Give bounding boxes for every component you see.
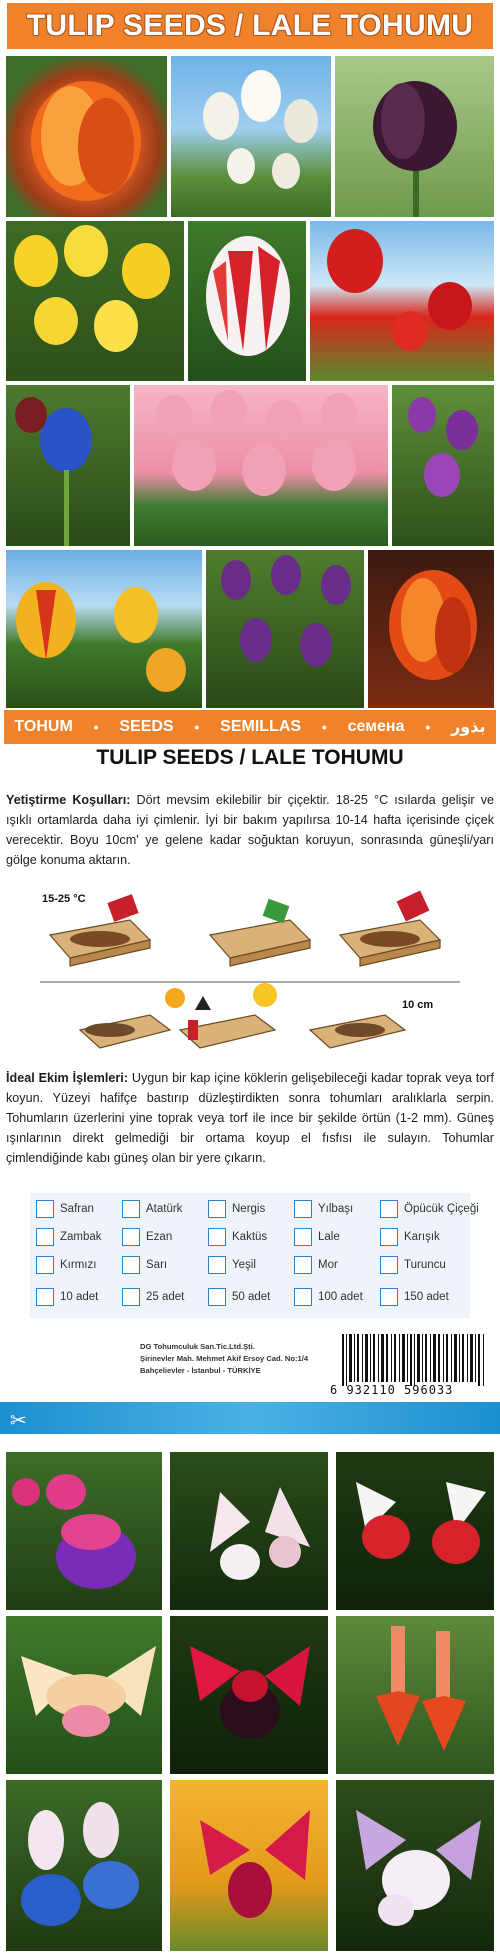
tulip-photo-blue (4, 383, 132, 548)
check-nergis[interactable]: Nergis (208, 1198, 296, 1220)
tulip-purple-graphic (335, 56, 496, 219)
barcode-number: 6 932110 596033 (330, 1383, 454, 1397)
checkbox-icon[interactable] (294, 1228, 312, 1246)
fuchsia-7-graphic (6, 1780, 164, 1953)
tulip-pink-graphic (134, 385, 390, 548)
check-100-adet[interactable]: 100 adet (294, 1286, 382, 1308)
header-title: TULIP SEEDS / LALE TOHUMU (26, 9, 474, 42)
checkbox-icon[interactable] (294, 1256, 312, 1274)
check-turuncu[interactable]: Turuncu (380, 1254, 468, 1276)
tulip-photo-pink (132, 383, 390, 548)
strip-item-semillas: SEMILLAS (220, 718, 302, 735)
checkbox-icon[interactable] (122, 1200, 140, 1218)
fuchsia-photo-3 (334, 1450, 496, 1612)
strip-item-semena: семена (347, 718, 405, 735)
checkbox-icon[interactable] (36, 1228, 54, 1246)
tulip-blue-graphic (6, 385, 132, 548)
checkbox-icon[interactable] (208, 1256, 226, 1274)
company-address-2: Bahçelievler - İstanbul - TÜRKİYE (140, 1366, 261, 1375)
growing-conditions (6, 790, 494, 870)
fuchsia-photo-9 (334, 1778, 496, 1953)
check-safran[interactable]: Safran (36, 1198, 124, 1220)
fuchsia-photo-2 (168, 1450, 330, 1612)
check-25-adet[interactable]: 25 adet (122, 1286, 210, 1308)
temp-label: 15-25 °C (42, 893, 86, 905)
tulip-photo-fire (366, 548, 496, 710)
subtitle: TULIP SEEDS / LALE TOHUMU (96, 746, 404, 769)
fuchsia-3-graphic (336, 1452, 496, 1612)
checkbox-icon[interactable] (36, 1256, 54, 1274)
checkbox-icon[interactable] (122, 1256, 140, 1274)
check-yilbasi[interactable]: Yılbaşı (294, 1198, 382, 1220)
fuchsia-photo-4 (4, 1614, 164, 1776)
check-zambak[interactable]: Zambak (36, 1226, 124, 1248)
strip-separator: • (194, 719, 200, 735)
fuchsia-1-graphic (6, 1452, 164, 1612)
fuchsia-photo-6 (334, 1614, 496, 1776)
tulip-photo-yellow (4, 219, 186, 383)
checkbox-icon[interactable] (380, 1200, 398, 1218)
tulip-red-graphic (310, 221, 496, 383)
fuchsia-5-graphic (170, 1616, 330, 1776)
strip-item-arabic: بذور (451, 719, 486, 736)
company-address-1: Şirinevler Mah. Mehmet Akif Ersoy Cad. No:1/4 (140, 1354, 309, 1363)
tulip-yellowred-graphic (6, 550, 204, 710)
checkbox-icon[interactable] (208, 1200, 226, 1218)
check-50-adet[interactable]: 50 adet (208, 1286, 296, 1308)
planting-instructions (6, 1068, 494, 1168)
checkbox-icon[interactable] (36, 1200, 54, 1218)
fuchsia-photo-5 (168, 1614, 330, 1776)
tulip-photo-purple (333, 54, 496, 219)
cut-line-bar (0, 1402, 500, 1434)
fuchsia-photo-8 (168, 1778, 330, 1953)
planting-illustration (40, 880, 460, 1070)
tulip-photo-orange (4, 54, 169, 219)
check-lale[interactable]: Lale (294, 1226, 382, 1248)
checkbox-icon[interactable] (122, 1228, 140, 1246)
checkbox-icon[interactable] (294, 1288, 312, 1306)
tulip-white-graphic (171, 56, 333, 219)
growing-text: Dört mevsim ekilebilir bir çiçektir. 18-25 °C ısılarda gelişir ve ışıklı ortamlarda daha iyi çimlenir. İyi bir bakım yapılırsa 10-14 hafta içerisinde çiçek verecektir. Boyu 10cm' ye gelene kadar soğuktan koruyun, sonrasında güneşli/yarı gölge konuma aktarın. (6, 793, 495, 867)
scissors-icon: ✂ (10, 1410, 27, 1432)
checkbox-icon[interactable] (122, 1288, 140, 1306)
checkbox-icon[interactable] (208, 1288, 226, 1306)
checkbox-icon[interactable] (380, 1256, 398, 1274)
tulip-fire-graphic (368, 550, 496, 710)
header-banner (4, 0, 496, 52)
tulip-redwhite-graphic (188, 221, 308, 383)
check-yesil[interactable]: Yeşil (208, 1254, 296, 1276)
check-kirmizi[interactable]: Kırmızı (36, 1254, 124, 1276)
tulip-yellow-graphic (6, 221, 186, 383)
company-name: DG Tohumculuk San.Tic.Ltd.Şti. (140, 1342, 255, 1351)
check-ataturk[interactable]: Atatürk (122, 1198, 210, 1220)
tulip-photo-violet (390, 383, 496, 548)
check-10-adet[interactable]: 10 adet (36, 1286, 124, 1308)
check-kaktus[interactable]: Kaktüs (208, 1226, 296, 1248)
check-mor[interactable]: Mor (294, 1254, 382, 1276)
tulip-photo-redwhite (186, 219, 308, 383)
tulip-purplewhite-graphic (206, 550, 366, 710)
fuchsia-2-graphic (170, 1452, 330, 1612)
growing-label: Yetiştirme Koşulları: (6, 793, 131, 807)
check-sari[interactable]: Sarı (122, 1254, 210, 1276)
tulip-photo-yellow-red (4, 548, 204, 710)
tulip-photo-purple-white (204, 548, 366, 710)
fuchsia-8-graphic (170, 1780, 330, 1953)
fuchsia-9-graphic (336, 1780, 496, 1953)
tulip-photo-red-field (308, 219, 496, 383)
checkbox-icon[interactable] (294, 1200, 312, 1218)
barcode-icon (340, 1334, 490, 1386)
planting-label: İdeal Ekim İşlemleri: (6, 1071, 128, 1085)
fuchsia-6-graphic (336, 1616, 496, 1776)
strip-separator: • (425, 719, 431, 735)
strip-separator: • (321, 719, 327, 735)
size-label: 10 cm (402, 999, 434, 1011)
fuchsia-photo-1 (4, 1450, 164, 1612)
checkbox-icon[interactable] (380, 1228, 398, 1246)
strip-item-seeds: SEEDS (119, 718, 174, 735)
tulip-violet-graphic (392, 385, 496, 548)
fuchsia-photo-7 (4, 1778, 164, 1953)
checkbox-icon[interactable] (36, 1288, 54, 1306)
company-info (140, 1341, 340, 1377)
planting-text: Uygun bir kap içine köklerin gelişebileceği kadar toprak veya torf koyun. Yüzeyi hafifçe bastırıp düzleştirdikten sonra tohumları aralıklarla serpin. Tohumların üzerlerini yine toprak veya torf ile ince bir şekilde örtün (1-2 mm). Güneş ışınlarının direkt gelmediği bir ortama koyup el fısfısı ile sulayın. Tohumlar çimlendiğinde kabı güneş olan bir yere çıkarın. (6, 1071, 494, 1165)
check-ezan[interactable]: Ezan (122, 1226, 210, 1248)
check-150-adet[interactable]: 150 adet (380, 1286, 468, 1308)
language-strip (4, 710, 496, 744)
strip-item-tohum: TOHUM (14, 718, 73, 735)
check-karisik[interactable]: Karışık (380, 1226, 468, 1248)
tulip-photo-white (169, 54, 333, 219)
check-opucuk[interactable]: Öpücük Çiçeği (380, 1198, 480, 1220)
tulip-orange-graphic (6, 56, 169, 219)
checkbox-icon[interactable] (380, 1288, 398, 1306)
strip-separator: • (93, 719, 99, 735)
fuchsia-4-graphic (6, 1616, 164, 1776)
checkbox-icon[interactable] (208, 1228, 226, 1246)
